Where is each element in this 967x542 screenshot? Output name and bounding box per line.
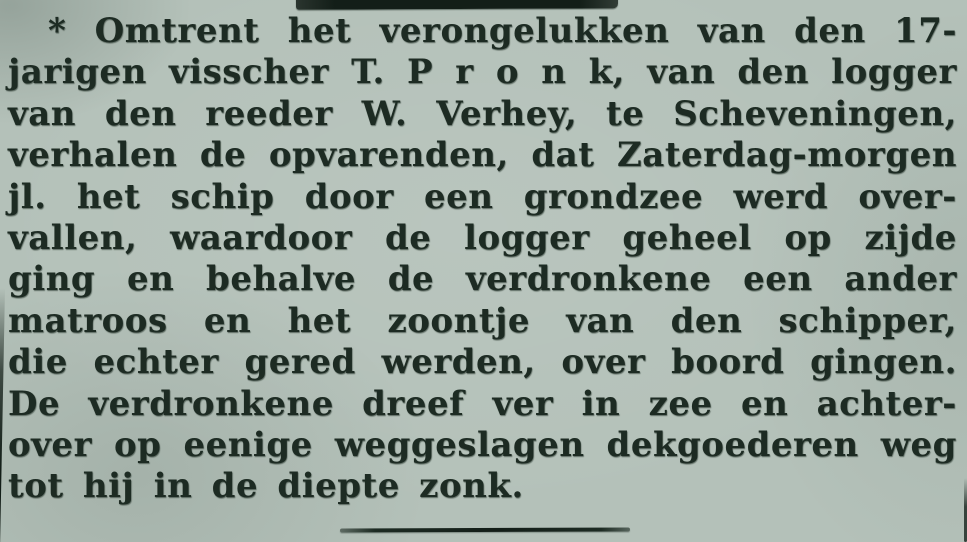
- article-line: matroos en het zoontje van den schipper,: [8, 300, 957, 341]
- article-line: tot hij in de diepte zonk.: [8, 466, 524, 507]
- article-line: over op eenige weggeslagen dekgoederen weg: [8, 424, 957, 465]
- bottom-divider-rule: [340, 527, 630, 532]
- left-column-rule: [0, 288, 5, 542]
- article-line: die echter gered werden, over boord gingen.: [8, 342, 957, 383]
- article-line: * Omtrent het verongelukken van den 17-: [48, 11, 957, 51]
- article-line: De verdronkene dreef ver in zee en achter-: [8, 383, 957, 424]
- article-line: ging en behalve de verdronkene een ander: [8, 259, 957, 300]
- article-line: van den reeder W. Verhey, te Scheveningen,: [8, 93, 957, 134]
- article-text: [8, 11, 957, 508]
- article-line: vallen, waardoor de logger geheel op zijde: [8, 217, 957, 258]
- article-line: jarigen visscher T. P r o n k, van den logger: [8, 52, 957, 93]
- article-line: jl. het schip door een grondzee werd over-: [8, 176, 957, 217]
- top-ink-bar: [296, 0, 618, 10]
- article-line: verhalen de opvarenden, dat Zaterdag-morgen: [8, 135, 957, 176]
